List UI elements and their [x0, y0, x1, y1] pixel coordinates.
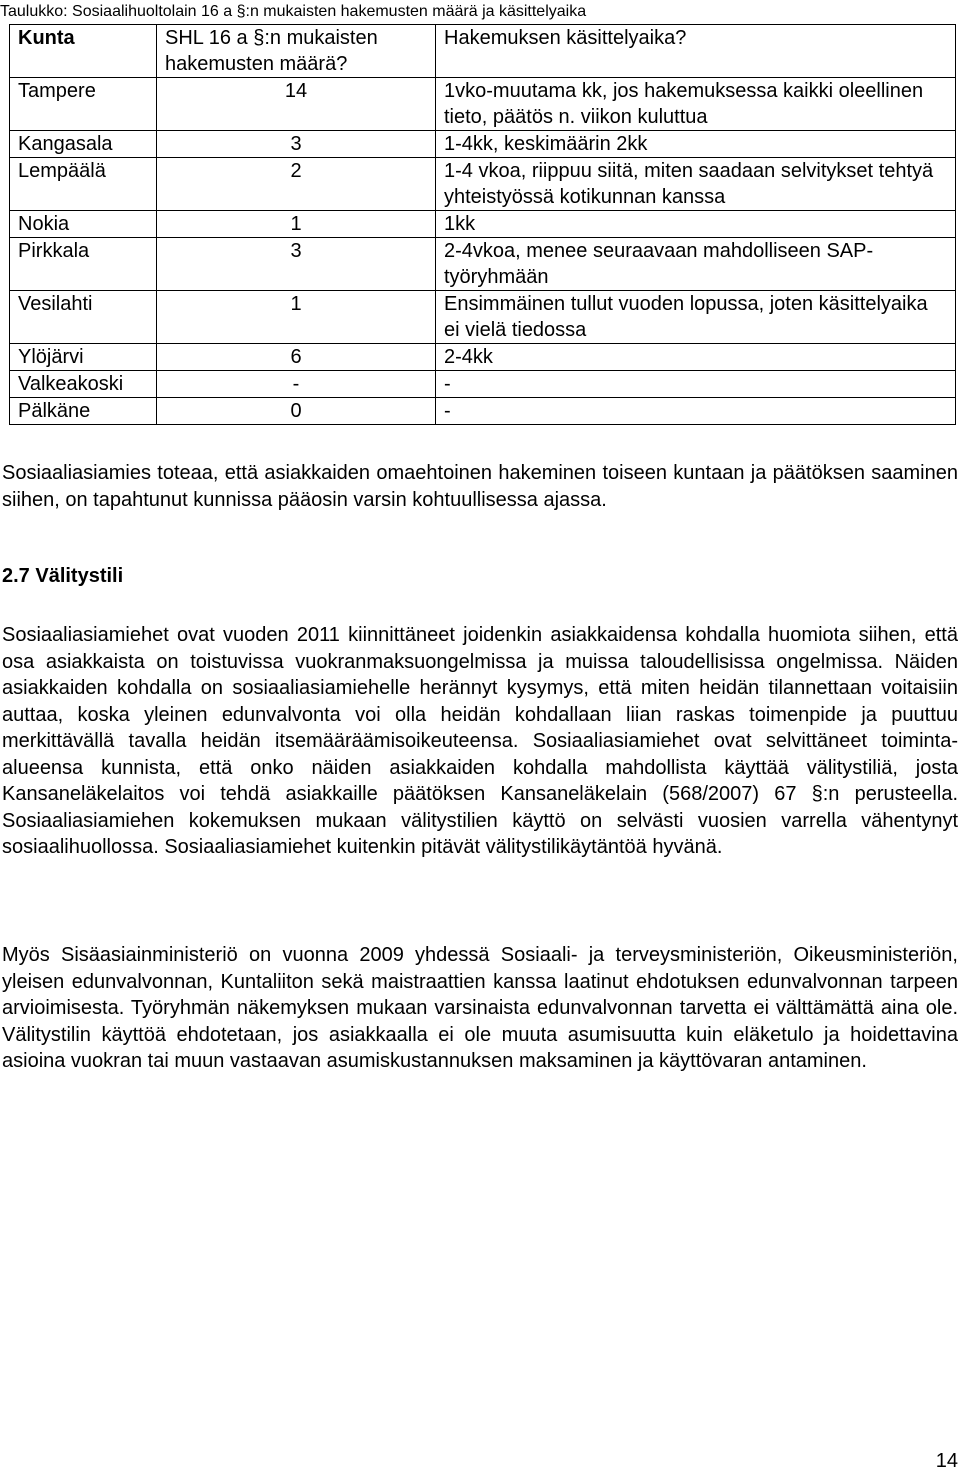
cell-municipality: Lempäälä — [10, 158, 157, 211]
cell-municipality: Ylöjärvi — [10, 344, 157, 371]
cell-count: 14 — [157, 78, 436, 131]
cell-count: 3 — [157, 131, 436, 158]
table-row — [10, 78, 956, 131]
table-row — [10, 344, 956, 371]
table-row — [10, 398, 956, 425]
cell-processing-time: - — [436, 398, 956, 425]
cell-municipality: Valkeakoski — [10, 371, 157, 398]
cell-municipality: Nokia — [10, 211, 157, 238]
cell-municipality: Pälkäne — [10, 398, 157, 425]
cell-count: - — [157, 371, 436, 398]
cell-count: 1 — [157, 211, 436, 238]
cell-processing-time: 2-4kk — [436, 344, 956, 371]
header-application-count: SHL 16 a §:n mukaisten hakemusten määrä? — [157, 25, 436, 78]
table-header-row — [10, 25, 956, 78]
table-row — [10, 211, 956, 238]
cell-processing-time: - — [436, 371, 956, 398]
table-row — [10, 371, 956, 398]
cell-count: 1 — [157, 291, 436, 344]
section-heading: 2.7 Välitystili — [2, 565, 124, 587]
cell-processing-time: Ensimmäinen tullut vuoden lopussa, joten käsittelyaika ei vielä tiedossa — [436, 291, 956, 344]
cell-processing-time: 1vko-muutama kk, jos hakemuksessa kaikki oleellinen tieto, päätös n. viikon kuluttua — [436, 78, 956, 131]
applications-table — [9, 24, 956, 425]
cell-count: 2 — [157, 158, 436, 211]
table-row — [10, 238, 956, 291]
body-paragraph: Sosiaaliasiamiehet ovat vuoden 2011 kiinnittäneet joidenkin asiakkaidensa kohdalla huomiota siihen, että osa asiakkaista on toistuvissa vuokranmaksuongelmissa ja muissa taloudellisissa ongelmissa. Näiden asiakkaiden kohdalla on sosiaaliasiamiehelle herännyt kysymys, että miten heidän tilannettaan voitaisiin auttaa, koska yleinen edunvalvonta voi olla heidän kohdallaan liian raskas toimenpide ja puuttuu merkittävällä tavalla heidän itsemääräämisoikeuteensa. Sosiaaliasiamiehet ovat selvittäneet toiminta-alueensa kunnista, että onko näiden asiakkaiden kohdalla mahdollista käyttää välitystiliä, josta Kansaneläkelaitos voi tehdä asiakkaille päätöksen Kansaneläkelain (568/2007) 67 §:n perusteella. Sosiaaliasiamiehen kokemuksen mukaan välitystilien käyttö on selvästi vuosien varrella vähentynyt sosiaalihuollossa. Sosiaaliasiamiehet kuitenkin pitävät välitystilikäytäntöä hyvänä. — [2, 624, 958, 858]
summary-paragraph: Sosiaaliasiamies toteaa, että asiakkaiden omaehtoinen hakeminen toiseen kuntaan ja päätöksen saaminen siihen, on tapahtunut kunnissa pääosin varsin kohtuullisessa ajassa. — [2, 462, 958, 511]
cell-count: 0 — [157, 398, 436, 425]
cell-municipality: Vesilahti — [10, 291, 157, 344]
cell-processing-time: 1kk — [436, 211, 956, 238]
cell-municipality: Pirkkala — [10, 238, 157, 291]
table-row — [10, 158, 956, 211]
table-row — [10, 131, 956, 158]
cell-count: 6 — [157, 344, 436, 371]
cell-municipality: Kangasala — [10, 131, 157, 158]
cell-municipality: Tampere — [10, 78, 157, 131]
page-number: 14 — [935, 1450, 958, 1472]
header-processing-time: Hakemuksen käsittelyaika? — [436, 25, 956, 78]
cell-count: 3 — [157, 238, 436, 291]
table-caption: Taulukko: Sosiaalihuoltolain 16 a §:n mukaisten hakemusten määrä ja käsittelyaika — [0, 3, 587, 20]
cell-processing-time: 1-4 vkoa, riippuu siitä, miten saadaan selvitykset tehtyä yhteistyössä kotikunnan kanssa — [436, 158, 956, 211]
body-paragraph: Myös Sisäasiainministeriö on vuonna 2009 yhdessä Sosiaali- ja terveysministeriön, Oikeusministeriön, yleisen edunvalvonnan, Kuntaliiton sekä maistraattien kanssa laatinut ehdotuksen edunvalvonnan tarpeen arvioimisesta. Työryhmän näkemyksen mukaan varsinaista edunvalvonnan tarvetta ei välttämättä aina ole. Välitystilin käyttöä ehdotetaan, jos asiakkaalla ei ole muuta asumisuutta kuin eläketulo ja hoidettavina asioina vuokran tai muun vastaavan asumiskustannuksen maksaminen ja käyttövaran antaminen. — [2, 944, 958, 1072]
table-row — [10, 291, 956, 344]
cell-processing-time: 1-4kk, keskimäärin 2kk — [436, 131, 956, 158]
cell-processing-time: 2-4vkoa, menee seuraavaan mahdolliseen SAP-työryhmään — [436, 238, 956, 291]
header-municipality: Kunta — [10, 25, 157, 78]
